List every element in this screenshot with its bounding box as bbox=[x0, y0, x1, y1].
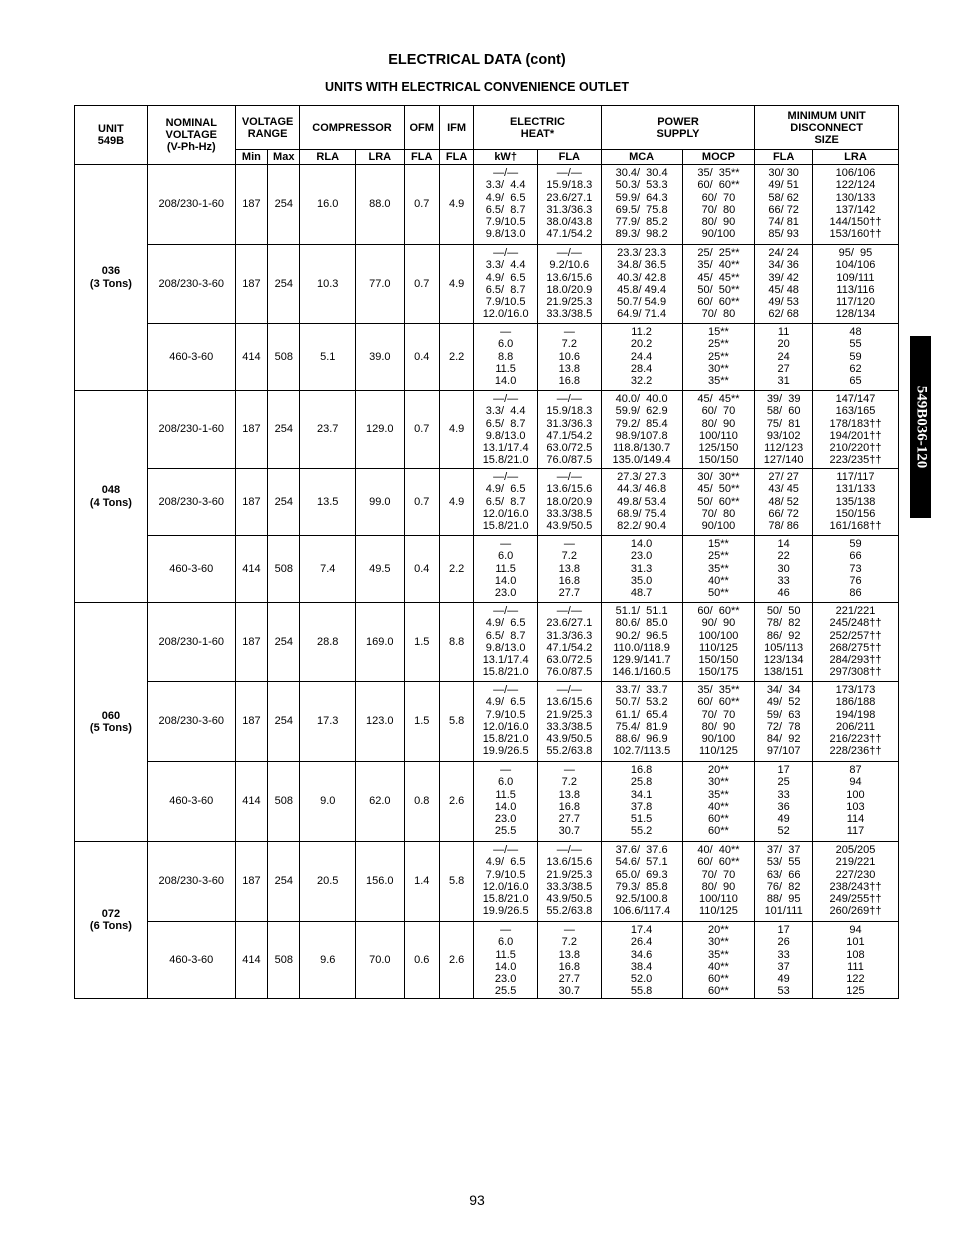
disconnect-lra-cell: 94 101 108 111 122 125 bbox=[812, 922, 898, 999]
nominal-voltage-cell: 208/230-3-60 bbox=[147, 245, 235, 324]
ifm-fla-cell: 4.9 bbox=[439, 391, 473, 469]
mocp-cell: 25/ 25** 35/ 40** 45/ 45** 50/ 50** 60/ 60** 70/ 80 bbox=[682, 245, 755, 324]
voltage-max-cell: 254 bbox=[268, 165, 300, 245]
voltage-max-cell: 508 bbox=[268, 324, 300, 391]
voltage-min-cell: 187 bbox=[235, 682, 267, 762]
ifm-fla-cell: 4.9 bbox=[439, 245, 473, 324]
nominal-voltage-cell: 208/230-3-60 bbox=[147, 682, 235, 762]
mocp-cell: 30/ 30** 45/ 50** 50/ 60** 70/ 80 90/100 bbox=[682, 469, 755, 536]
header-electric-heat: ELECTRIC HEAT* bbox=[474, 106, 601, 150]
ifm-fla-cell: 2.2 bbox=[439, 536, 473, 603]
header-ifm: IFM bbox=[439, 106, 473, 150]
heat-kw-cell: —/— 3.3/ 4.4 4.9/ 6.5 6.5/ 8.7 7.9/10.5 12.0/16.0 bbox=[474, 245, 538, 324]
voltage-max-cell: 508 bbox=[268, 762, 300, 842]
disconnect-lra-cell: 95/ 95 104/106 109/111 113/116 117/120 128/134 bbox=[812, 245, 898, 324]
header-disconnect-size: MINIMUM UNIT DISCONNECT SIZE bbox=[755, 106, 899, 150]
voltage-max-cell: 508 bbox=[268, 922, 300, 999]
table-row bbox=[75, 391, 899, 469]
header-lra: LRA bbox=[356, 150, 405, 165]
ofm-fla-cell: 0.7 bbox=[404, 391, 439, 469]
compressor-lra-cell: 77.0 bbox=[356, 245, 405, 324]
ofm-fla-cell: 0.4 bbox=[404, 324, 439, 391]
nominal-voltage-cell: 460-3-60 bbox=[147, 922, 235, 999]
heat-fla-cell: —/— 15.9/18.3 31.3/36.3 47.1/54.2 63.0/72.5 76.0/87.5 bbox=[537, 391, 601, 469]
compressor-lra-cell: 70.0 bbox=[356, 922, 405, 999]
unit-cell: 036 (3 Tons) bbox=[75, 165, 148, 391]
voltage-min-cell: 414 bbox=[235, 536, 267, 603]
nominal-voltage-cell: 460-3-60 bbox=[147, 536, 235, 603]
header-rla: RLA bbox=[300, 150, 356, 165]
ofm-fla-cell: 0.8 bbox=[404, 762, 439, 842]
disconnect-fla-cell: 17 25 33 36 49 52 bbox=[755, 762, 813, 842]
ifm-fla-cell: 2.6 bbox=[439, 762, 473, 842]
ofm-fla-cell: 0.6 bbox=[404, 922, 439, 999]
disconnect-fla-cell: 17 26 33 37 49 53 bbox=[755, 922, 813, 999]
mca-cell: 14.0 23.0 31.3 35.0 48.7 bbox=[601, 536, 682, 603]
header-disc-lra: LRA bbox=[812, 150, 898, 165]
heat-fla-cell: — 7.2 13.8 16.8 27.7 bbox=[537, 536, 601, 603]
disconnect-lra-cell: 106/106 122/124 130/133 137/142 144/150†† 153/160†† bbox=[812, 165, 898, 245]
compressor-lra-cell: 123.0 bbox=[356, 682, 405, 762]
side-tab-label: 549B036-120 bbox=[913, 385, 929, 469]
disconnect-lra-cell: 87 94 100 103 114 117 bbox=[812, 762, 898, 842]
disconnect-fla-cell: 24/ 24 34/ 36 39/ 42 45/ 48 49/ 53 62/ 68 bbox=[755, 245, 813, 324]
heat-kw-cell: —/— 4.9/ 6.5 6.5/ 8.7 9.8/13.0 13.1/17.4 15.8/21.0 bbox=[474, 603, 538, 682]
ifm-fla-cell: 2.6 bbox=[439, 922, 473, 999]
table-row bbox=[75, 324, 899, 391]
mocp-cell: 35/ 35** 60/ 60** 60/ 70 70/ 80 80/ 90 90/100 bbox=[682, 165, 755, 245]
voltage-max-cell: 508 bbox=[268, 536, 300, 603]
mca-cell: 27.3/ 27.3 44.3/ 46.8 49.8/ 53.4 68.9/ 75.4 82.2/ 90.4 bbox=[601, 469, 682, 536]
heat-kw-cell: — 6.0 11.5 14.0 23.0 25.5 bbox=[474, 922, 538, 999]
compressor-lra-cell: 169.0 bbox=[356, 603, 405, 682]
compressor-lra-cell: 156.0 bbox=[356, 842, 405, 922]
disconnect-lra-cell: 48 55 59 62 65 bbox=[812, 324, 898, 391]
mca-cell: 16.8 25.8 34.1 37.8 51.5 55.2 bbox=[601, 762, 682, 842]
compressor-lra-cell: 88.0 bbox=[356, 165, 405, 245]
header-kw: kW† bbox=[474, 150, 538, 165]
heat-fla-cell: —/— 9.2/10.6 13.6/15.6 18.0/20.9 21.9/25.3 33.3/38.5 bbox=[537, 245, 601, 324]
compressor-rla-cell: 20.5 bbox=[300, 842, 356, 922]
page-title: ELECTRICAL DATA (cont) bbox=[388, 52, 566, 68]
heat-fla-cell: —/— 13.6/15.6 21.9/25.3 33.3/38.5 43.9/50.5 55.2/63.8 bbox=[537, 842, 601, 922]
mocp-cell: 40/ 40** 60/ 60** 70/ 70 80/ 90 100/110 110/125 bbox=[682, 842, 755, 922]
heat-kw-cell: —/— 4.9/ 6.5 7.9/10.5 12.0/16.0 15.8/21.0 19.9/26.5 bbox=[474, 682, 538, 762]
disconnect-lra-cell: 173/173 186/188 194/198 206/211 216/223†† 228/236†† bbox=[812, 682, 898, 762]
voltage-min-cell: 187 bbox=[235, 245, 267, 324]
mocp-cell: 20** 30** 35** 40** 60** 60** bbox=[682, 922, 755, 999]
disconnect-fla-cell: 11 20 24 27 31 bbox=[755, 324, 813, 391]
voltage-min-cell: 187 bbox=[235, 842, 267, 922]
compressor-rla-cell: 13.5 bbox=[300, 469, 356, 536]
ifm-fla-cell: 5.8 bbox=[439, 682, 473, 762]
compressor-rla-cell: 10.3 bbox=[300, 245, 356, 324]
nominal-voltage-cell: 208/230-1-60 bbox=[147, 165, 235, 245]
ofm-fla-cell: 0.4 bbox=[404, 536, 439, 603]
ifm-fla-cell: 2.2 bbox=[439, 324, 473, 391]
page-subtitle: UNITS WITH ELECTRICAL CONVENIENCE OUTLET bbox=[325, 80, 629, 94]
mca-cell: 37.6/ 37.6 54.6/ 57.1 65.0/ 69.3 79.3/ 85.8 92.5/100.8 106.6/117.4 bbox=[601, 842, 682, 922]
unit-cell: 048 (4 Tons) bbox=[75, 391, 148, 603]
heat-kw-cell: —/— 4.9/ 6.5 6.5/ 8.7 12.0/16.0 15.8/21.0 bbox=[474, 469, 538, 536]
heat-fla-cell: — 7.2 13.8 16.8 27.7 30.7 bbox=[537, 762, 601, 842]
nominal-voltage-cell: 208/230-1-60 bbox=[147, 391, 235, 469]
heat-kw-cell: —/— 3.3/ 4.4 4.9/ 6.5 6.5/ 8.7 7.9/10.5 9.8/13.0 bbox=[474, 165, 538, 245]
side-tab bbox=[910, 336, 931, 518]
header-compressor: COMPRESSOR bbox=[300, 106, 404, 150]
heat-fla-cell: —/— 13.6/15.6 18.0/20.9 33.3/38.5 43.9/50.5 bbox=[537, 469, 601, 536]
heat-fla-cell: — 7.2 13.8 16.8 27.7 30.7 bbox=[537, 922, 601, 999]
voltage-max-cell: 254 bbox=[268, 469, 300, 536]
mocp-cell: 20** 30** 35** 40** 60** 60** bbox=[682, 762, 755, 842]
compressor-lra-cell: 49.5 bbox=[356, 536, 405, 603]
nominal-voltage-cell: 460-3-60 bbox=[147, 324, 235, 391]
ofm-fla-cell: 1.4 bbox=[404, 842, 439, 922]
header-max: Max bbox=[268, 150, 300, 165]
table-row bbox=[75, 842, 899, 922]
disconnect-fla-cell: 37/ 37 53/ 55 63/ 66 76/ 82 88/ 95 101/111 bbox=[755, 842, 813, 922]
ofm-fla-cell: 1.5 bbox=[404, 603, 439, 682]
table-row bbox=[75, 762, 899, 842]
heat-kw-cell: — 6.0 11.5 14.0 23.0 25.5 bbox=[474, 762, 538, 842]
voltage-min-cell: 187 bbox=[235, 603, 267, 682]
header-mocp: MOCP bbox=[682, 150, 755, 165]
header-disc-fla: FLA bbox=[755, 150, 813, 165]
disconnect-fla-cell: 27/ 27 43/ 45 48/ 52 66/ 72 78/ 86 bbox=[755, 469, 813, 536]
header-unit: UNIT 549B bbox=[75, 106, 148, 165]
voltage-min-cell: 414 bbox=[235, 762, 267, 842]
compressor-rla-cell: 16.0 bbox=[300, 165, 356, 245]
table-row bbox=[75, 469, 899, 536]
ofm-fla-cell: 0.7 bbox=[404, 165, 439, 245]
disconnect-fla-cell: 14 22 30 33 46 bbox=[755, 536, 813, 603]
compressor-rla-cell: 23.7 bbox=[300, 391, 356, 469]
mca-cell: 33.7/ 33.7 50.7/ 53.2 61.1/ 65.4 75.4/ 81.9 88.6/ 96.9 102.7/113.5 bbox=[601, 682, 682, 762]
electrical-data-table bbox=[74, 105, 899, 999]
mocp-cell: 15** 25** 25** 30** 35** bbox=[682, 324, 755, 391]
heat-fla-cell: — 7.2 10.6 13.8 16.8 bbox=[537, 324, 601, 391]
compressor-lra-cell: 99.0 bbox=[356, 469, 405, 536]
table-row bbox=[75, 165, 899, 245]
mocp-cell: 15** 25** 35** 40** 50** bbox=[682, 536, 755, 603]
heat-kw-cell: — 6.0 11.5 14.0 23.0 bbox=[474, 536, 538, 603]
table-row bbox=[75, 245, 899, 324]
disconnect-lra-cell: 205/205 219/221 227/230 238/243†† 249/255†† 260/269†† bbox=[812, 842, 898, 922]
mca-cell: 17.4 26.4 34.6 38.4 52.0 55.8 bbox=[601, 922, 682, 999]
heat-kw-cell: —/— 3.3/ 4.4 6.5/ 8.7 9.8/13.0 13.1/17.4 15.8/21.0 bbox=[474, 391, 538, 469]
header-ifm-fla: FLA bbox=[439, 150, 473, 165]
compressor-rla-cell: 7.4 bbox=[300, 536, 356, 603]
compressor-rla-cell: 28.8 bbox=[300, 603, 356, 682]
mca-cell: 51.1/ 51.1 80.6/ 85.0 90.2/ 96.5 110.0/118.9 129.9/141.7 146.1/160.5 bbox=[601, 603, 682, 682]
ifm-fla-cell: 4.9 bbox=[439, 469, 473, 536]
nominal-voltage-cell: 208/230-3-60 bbox=[147, 842, 235, 922]
mocp-cell: 60/ 60** 90/ 90 100/100 110/125 150/150 150/175 bbox=[682, 603, 755, 682]
header-voltage-range: VOLTAGE RANGE bbox=[235, 106, 300, 150]
nominal-voltage-cell: 460-3-60 bbox=[147, 762, 235, 842]
voltage-max-cell: 254 bbox=[268, 682, 300, 762]
disconnect-lra-cell: 147/147 163/165 178/183†† 194/201†† 210/220†† 223/235†† bbox=[812, 391, 898, 469]
table-body bbox=[75, 165, 899, 999]
voltage-max-cell: 254 bbox=[268, 603, 300, 682]
mca-cell: 23.3/ 23.3 34.8/ 36.5 40.3/ 42.8 45.8/ 49.4 50.7/ 54.9 64.9/ 71.4 bbox=[601, 245, 682, 324]
ofm-fla-cell: 1.5 bbox=[404, 682, 439, 762]
table-row bbox=[75, 536, 899, 603]
compressor-lra-cell: 39.0 bbox=[356, 324, 405, 391]
disconnect-lra-cell: 221/221 245/248†† 252/257†† 268/275†† 284/293†† 297/308†† bbox=[812, 603, 898, 682]
nominal-voltage-cell: 208/230-3-60 bbox=[147, 469, 235, 536]
header-heat-fla: FLA bbox=[537, 150, 601, 165]
header-min: Min bbox=[235, 150, 267, 165]
header-power-supply: POWER SUPPLY bbox=[601, 106, 755, 150]
mca-cell: 40.0/ 40.0 59.9/ 62.9 79.2/ 85.4 98.9/107.8 118.8/130.7 135.0/149.4 bbox=[601, 391, 682, 469]
unit-cell: 060 (5 Tons) bbox=[75, 603, 148, 842]
disconnect-lra-cell: 117/117 131/133 135/138 150/156 161/168†† bbox=[812, 469, 898, 536]
disconnect-fla-cell: 34/ 34 49/ 52 59/ 63 72/ 78 84/ 92 97/107 bbox=[755, 682, 813, 762]
heat-kw-cell: — 6.0 8.8 11.5 14.0 bbox=[474, 324, 538, 391]
voltage-min-cell: 414 bbox=[235, 922, 267, 999]
compressor-rla-cell: 9.0 bbox=[300, 762, 356, 842]
voltage-max-cell: 254 bbox=[268, 245, 300, 324]
compressor-rla-cell: 9.6 bbox=[300, 922, 356, 999]
mocp-cell: 35/ 35** 60/ 60** 70/ 70 80/ 90 90/100 110/125 bbox=[682, 682, 755, 762]
mca-cell: 11.2 20.2 24.4 28.4 32.2 bbox=[601, 324, 682, 391]
header-mca: MCA bbox=[601, 150, 682, 165]
table-row bbox=[75, 682, 899, 762]
voltage-max-cell: 254 bbox=[268, 842, 300, 922]
compressor-rla-cell: 17.3 bbox=[300, 682, 356, 762]
ifm-fla-cell: 5.8 bbox=[439, 842, 473, 922]
heat-fla-cell: —/— 15.9/18.3 23.6/27.1 31.3/36.3 38.0/43.8 47.1/54.2 bbox=[537, 165, 601, 245]
disconnect-fla-cell: 50/ 50 78/ 82 86/ 92 105/113 123/134 138/151 bbox=[755, 603, 813, 682]
voltage-max-cell: 254 bbox=[268, 391, 300, 469]
page-number: 93 bbox=[469, 1192, 485, 1208]
mocp-cell: 45/ 45** 60/ 70 80/ 90 100/110 125/150 150/150 bbox=[682, 391, 755, 469]
header-ofm-fla: FLA bbox=[404, 150, 439, 165]
ifm-fla-cell: 4.9 bbox=[439, 165, 473, 245]
heat-fla-cell: —/— 23.6/27.1 31.3/36.3 47.1/54.2 63.0/72.5 76.0/87.5 bbox=[537, 603, 601, 682]
nominal-voltage-cell: 208/230-1-60 bbox=[147, 603, 235, 682]
voltage-min-cell: 187 bbox=[235, 165, 267, 245]
voltage-min-cell: 187 bbox=[235, 469, 267, 536]
voltage-min-cell: 187 bbox=[235, 391, 267, 469]
heat-fla-cell: —/— 13.6/15.6 21.9/25.3 33.3/38.5 43.9/50.5 55.2/63.8 bbox=[537, 682, 601, 762]
disconnect-lra-cell: 59 66 73 76 86 bbox=[812, 536, 898, 603]
heat-kw-cell: —/— 4.9/ 6.5 7.9/10.5 12.0/16.0 15.8/21.0 19.9/26.5 bbox=[474, 842, 538, 922]
table-row bbox=[75, 922, 899, 999]
disconnect-fla-cell: 39/ 39 58/ 60 75/ 81 93/102 112/123 127/140 bbox=[755, 391, 813, 469]
voltage-min-cell: 414 bbox=[235, 324, 267, 391]
ofm-fla-cell: 0.7 bbox=[404, 469, 439, 536]
ofm-fla-cell: 0.7 bbox=[404, 245, 439, 324]
compressor-lra-cell: 129.0 bbox=[356, 391, 405, 469]
compressor-rla-cell: 5.1 bbox=[300, 324, 356, 391]
table-row bbox=[75, 603, 899, 682]
compressor-lra-cell: 62.0 bbox=[356, 762, 405, 842]
disconnect-fla-cell: 30/ 30 49/ 51 58/ 62 66/ 72 74/ 81 85/ 93 bbox=[755, 165, 813, 245]
ifm-fla-cell: 8.8 bbox=[439, 603, 473, 682]
header-nominal-voltage: NOMINAL VOLTAGE (V-Ph-Hz) bbox=[147, 106, 235, 165]
unit-cell: 072 (6 Tons) bbox=[75, 842, 148, 999]
mca-cell: 30.4/ 30.4 50.3/ 53.3 59.9/ 64.3 69.5/ 75.8 77.9/ 85.2 89.3/ 98.2 bbox=[601, 165, 682, 245]
header-ofm: OFM bbox=[404, 106, 439, 150]
